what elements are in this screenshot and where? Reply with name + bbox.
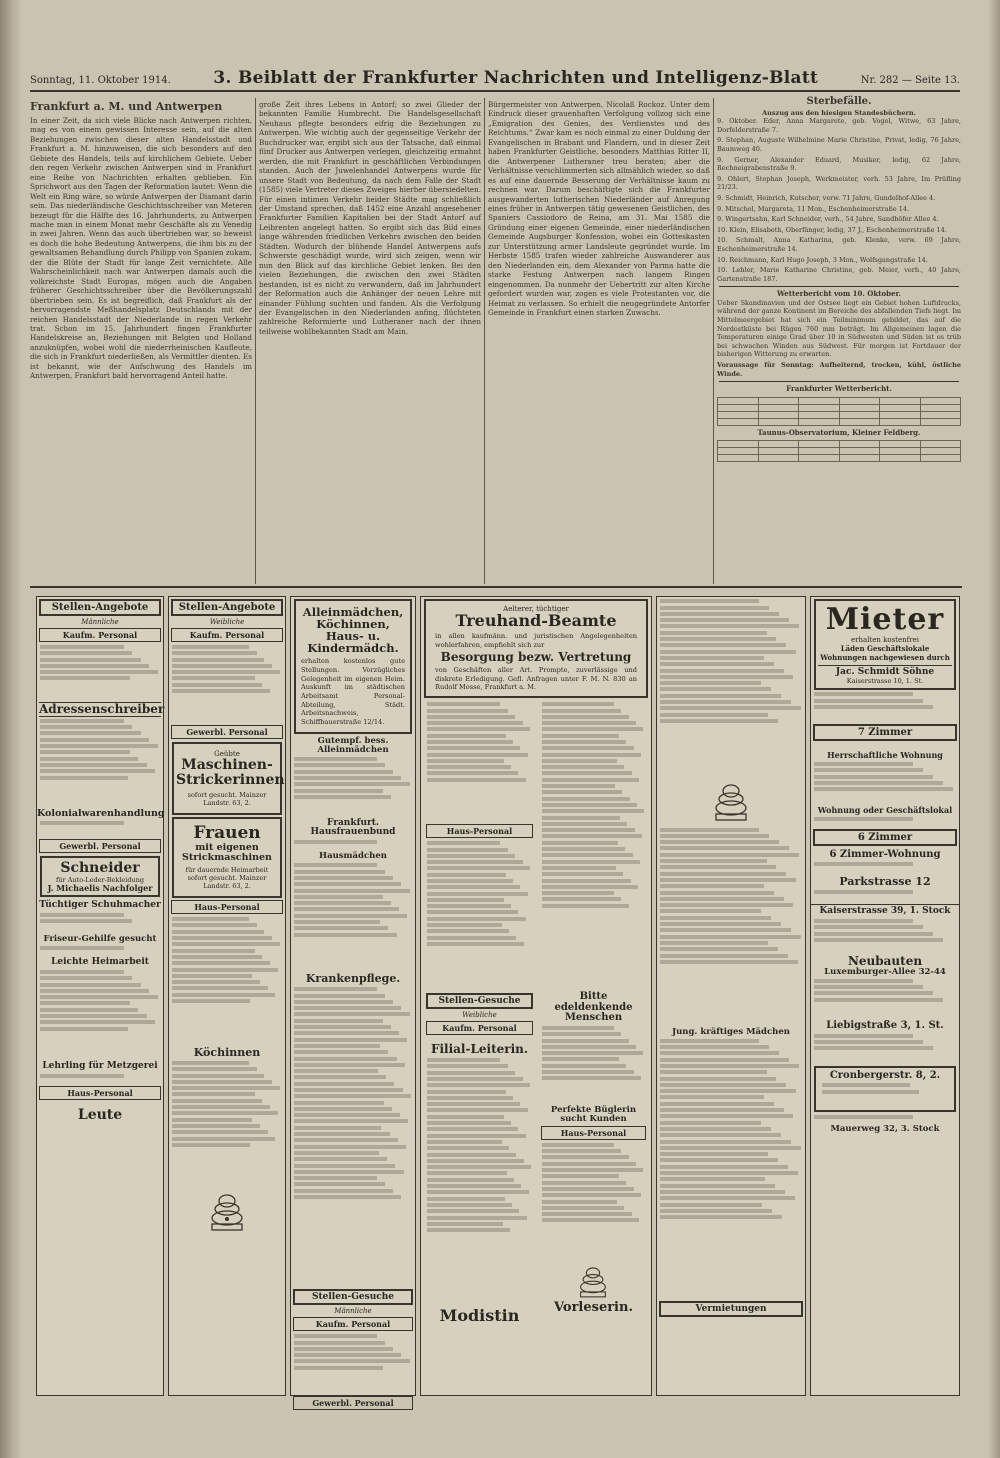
observatory-title: Taunus-Observatorium, Kleiner Feldberg.: [757, 427, 921, 437]
ad-text-lines: [657, 599, 805, 779]
schmidt-soehne: Jac. Schmidt Söhne: [818, 665, 952, 677]
haus-personal-heading: Haus-Personal: [426, 824, 533, 838]
wohnung-geschaeftslokal-ad: Wohnung oder Geschäftslokal: [817, 804, 953, 815]
ad-text-lines: [424, 702, 535, 822]
beehive-icon: [711, 779, 751, 825]
maschinen-subtitle: sofort gesucht. Mainzer Landstr. 63, 2.: [187, 791, 267, 808]
kaufm-personal-heading: Kaufm. Personal: [171, 628, 283, 642]
weather-forecast: Voraussage für Sonntag: Aufheiternd, trocken, kühl, östliche Winde.: [717, 361, 961, 378]
heimarbeit-ad: Leichte Heimarbeit: [51, 957, 149, 968]
perfekte-bueglerin-ad: Perfekte Büglerin sucht Kunden: [550, 1105, 637, 1124]
filial-leiterin-ad: Filial-Leiterin.: [430, 1042, 529, 1057]
page-number: Nr. 282 — Seite 13.: [860, 75, 960, 86]
stellen-angebote-heading: Stellen-Angebote: [39, 599, 161, 616]
adressenschreiber-ad: Adressenschreiber: [39, 702, 165, 716]
ad-text-lines: [37, 913, 163, 935]
book-spine: [0, 0, 22, 1458]
jung-maedchen-ad: Jung. kräftiges Mädchen: [672, 1026, 790, 1037]
death-entry: 10. Schmalt, Anna Katharina, geb. Klenke, verw. 69 Jahre, Eschenheimerstraße 14.: [717, 236, 961, 253]
friseur-ad: Friseur-Gehilfe gesucht: [43, 933, 157, 944]
liebigstrasse-ad: Liebigstraße 3, 1. St.: [826, 1019, 944, 1031]
death-entry: 10. Reichmann, Karl Hugo Joseph, 3 Mon., Wolfsgangstraße 14.: [717, 255, 928, 264]
ads-column-2: [168, 596, 286, 1396]
ads-column-1: [36, 596, 164, 1396]
bitte-edeldenkende-ad: Bitte edeldenkende Menschen: [554, 991, 633, 1024]
schneider-ad: Schneider: [60, 860, 140, 877]
ad-text-lines: [291, 987, 415, 1287]
article-column-2: [259, 100, 481, 582]
ad-text-lines: [424, 841, 535, 991]
issue-date: Sonntag, 11. Oktober 1914.: [30, 75, 171, 86]
ads-column-3: [290, 596, 416, 1409]
article-text: Bürgermeister von Antwerpen, Nicolaß Rockoz. Unter dem Eindruck dieser grauenhaften Verfolgung vollzog sich eine „Emigration des Genies, des Verdienstes und des Reichtums.“ Zwar kam es noch einmal zu einer Duldung der Evangelischen in Brabant und Flandern, und in dieser Zeit haben Frankfurter Geistliche, besonders Matthias Ritter II, die Antwerpener Lutheraner treu beraten; aber die Verhältnisse verschlimmerten sich allmählich wieder, so daß es auf eine dauernde Besserung der Verhältnisse kaum zu rechnen war. Darum beschäftigte sich die Frankfurter ausgewanderten lutherischen Niederländer auf Anregung eines früher in Antwerpen tätig gewesenen Geistlichen, des Spaniers Cassiodoro de Reina, am 31. Mai 1585 die Gründung einer eigenen Gemeinde, einer niederländischen Gemeinde Augsburger Konfession, wobei ein Gotteskasten zur Unterstützung armer Landsleute gegründet wurde. Im Herbste 1585 trafen wieder zahlreiche Auswanderer aus den Niederlanden ein, dem Alexander von Parma hatte die starke Festung Antwerpen nach langem Ringen eingenommen. Da nunmehr der Uebertritt zur alten Kirche gefordert wurden war, zogen es viele Protestanten vor, die Heimat zu verlassen. So erhielt die neugegründete Antorfer Gemeinde in Frankfurt einen starken Zuwachs.: [488, 100, 710, 317]
article-column-3: [488, 100, 710, 582]
ad-text-lines: [37, 970, 163, 1062]
kaiserstrasse-ad: Kaiserstrasse 39, 1. Stock: [811, 904, 959, 916]
maschinen-strickerinnen-ad: Maschinen-Strickerinnen: [176, 757, 285, 788]
death-entry: 9. Schmidt, Heinrich, Kutscher, verw. 71 Jahre, Gundelhof-Allee 4.: [717, 193, 936, 202]
ads-column-4: [420, 596, 652, 1396]
ad-text-lines: [811, 817, 959, 827]
deaths-title: Sterbefälle.: [806, 96, 872, 107]
stellen-gesuche-heading: Stellen-Gesuche: [426, 993, 533, 1009]
ad-text-lines: [811, 762, 959, 806]
gewerbl-personal-heading: Gewerbl. Personal: [293, 1396, 413, 1410]
ad-text-lines: [657, 1039, 805, 1299]
frankfurt-weather-title: Frankfurter Wetterbericht.: [786, 384, 892, 394]
column-rule: [713, 98, 714, 584]
stellen-angebote-heading: Stellen-Angebote: [171, 599, 283, 616]
ad-text-lines: [169, 1061, 285, 1189]
deaths-weather-column: [717, 98, 961, 584]
mieter-ad: Mieter: [825, 602, 945, 637]
treuhand-text: in allen kaufmänn. und juristischen Angelegenheiten wohlerfahren, empfiehlt sich zur: [435, 631, 637, 649]
alleinmaedchen-text: erhalten kostenlos gute Stellungen. Vorzügliches Gelegenheit im eigenen Heim. Auskunft im städtischen Arbeitsamt Personal-Abteilung, Städt. Arbeitsnachweis, Schiffbauerstraße 12/14.: [301, 657, 405, 727]
death-entry: 9. Ohlert, Stephan Joseph, Werkmeister, verh. 53 Jahre, Im Prüfling 21/23.: [717, 174, 961, 192]
section-rule: [30, 586, 962, 588]
mieter-subtitle: erhalten kostenfrei: [851, 635, 919, 644]
kaufm-personal-heading: Kaufm. Personal: [426, 1021, 533, 1035]
ad-text-lines: [291, 863, 415, 973]
lehrling-ad: Lehrling für Metzgerei: [42, 1060, 158, 1071]
article-text: In einer Zeit, da sich viele Blicke nach Antwerpen richten, mag es von einem gewissen Interesse sein, auf die alten Beziehungen zwischen dieser alten Handelsstadt und Frankfurt a. M. hinzuweisen, die sich besonders auf den Gebiete des Handels, teils auf kirchlichem Gebiete. Ueber den regen Verkehr zwischen Antwerpen sind in Frankfurt eine Reihe von Nachrichten erhalten geblieben. Ein Sprichwort aus den Tagen der Reformation lautet: Wenn die Welt ein Ring wäre, so würde Antwerpen der Diamant darin sein. Das niederländische Geschichtsschreiber van Meteren bezeugt für die Hälfte des 16. Jahrhunderts, zu Antwerpen mache man in einem Monat mehr Geschäfte als zu Venedig in zwei Jahren. Wenn das auch übertrieben war, so beweist es doch die hohe Bedeutung Antwerpens, die ihm bis zu der gewaltsamen Behandlung durch Philipp von Spanien zukam, der die Blüte der Stadt für lange Zeit vernichtete. Alle Wahrscheinlichkeit nach war Antwerpen damals auch die volkreichste Stadt Europas, mögen auch die Angaben früherer Geschichtsschreiber über die Bevölkerungszahl übertrieben sein. Es ist begreiflich, daß Frankfurt als der hervorragendste Meßhandelsplatz Deutschlands mit der reichen Handelsstadt der Niederlande in regen Verkehr trat. Schon im 15. Jahrhundert fingen Frankfurter Handelskreise an, Beziehungen mit Belgien und Holland anzuknüpfen, wobei wohl die niederrheinischen Kaufleute, die sich in Frankfurt niederließen, als Vermittler dienten. Es ist bekannt, wie der Aufschwung des Handels im Antwerpen, Frankfurt bald hervorragend Anteil hatte.: [30, 116, 252, 381]
column-rule: [255, 98, 256, 584]
weibliche-heading: Weibliche: [209, 618, 245, 626]
haus-personal-heading: Haus-Personal: [171, 900, 283, 914]
kaufm-personal-heading: Kaufm. Personal: [39, 628, 161, 642]
sechs-zimmer-heading: 6 Zimmer: [813, 829, 957, 846]
death-entry: 9. Gerner, Alexander Eduard, Musiker, ledig, 62 Jahre, Rechneigrabenstraße 9.: [717, 155, 961, 173]
schuhmacher-ad: Tüchtiger Schuhmacher: [39, 900, 161, 911]
ad-text-lines: [811, 692, 959, 722]
ads-column-6: [810, 596, 960, 1396]
sechs-zimmer-wohnung-ad: 6 Zimmer-Wohnung: [829, 848, 941, 860]
ad-text-lines: [424, 1058, 535, 1308]
weather-table: [717, 397, 961, 426]
cronbergerstrasse-ad: Cronbergerstr. 8, 2.: [829, 1069, 941, 1081]
divider: [719, 381, 959, 382]
frauen-details: für dauernde Heimarbeit sofort gesucht. Mainzer Landstr. 63, 2.: [185, 866, 269, 891]
death-entry: 9. Wingertsahn, Karl Schneider, verh., 54 Jahre, Sandhöfer Allee 4.: [717, 215, 939, 224]
sieben-zimmer-heading: 7 Zimmer: [813, 724, 957, 741]
hausmaedchen-ad: Hausmädchen: [319, 851, 387, 862]
ad-text-lines: [37, 645, 163, 700]
schneider-subtitle: für Auto-Leder-Bekleidung: [55, 875, 145, 884]
death-entry: 9. Oktober. Eder, Anna Margarete, geb. Vogel, Witwe, 63 Jahre, Dorfelderstraße 7.: [717, 117, 961, 134]
ad-text-lines: [539, 1143, 648, 1263]
ad-text-lines: [169, 645, 285, 723]
haus-personal-heading: Haus-Personal: [541, 1126, 646, 1140]
frauen-ad: Frauen: [193, 823, 261, 844]
ads-column-5: [656, 596, 806, 1396]
deaths-list: [717, 117, 961, 283]
alleinmaedchen-ad: Alleinmädchen, Köchinnen, Haus- u. Kindermädch.: [302, 605, 404, 656]
ad-text-lines: [811, 862, 959, 876]
maennliche-heading: Männliche: [81, 618, 119, 626]
haus-personal-heading: Haus-Personal: [39, 1086, 161, 1100]
ad-text-lines: [169, 917, 285, 1047]
ad-text-lines: [811, 890, 959, 904]
death-entry: 10. Lehler, Marie Katharine Christine, geb. Meier, verh., 40 Jahre, Gartenstraße 187.: [717, 266, 961, 283]
gewerbl-personal-heading: Gewerbl. Personal: [39, 839, 161, 853]
weather-title: Wetterbericht vom 10. Oktober.: [777, 289, 901, 299]
kaufm-personal-heading: Kaufm. Personal: [293, 1317, 413, 1331]
death-entry: 10. Klein, Elisabeth, Oberfänger, ledig, 37 J., Eschenheimerstraße 14.: [717, 225, 947, 234]
deaths-subtitle: Auszug aus den hiesigen Standesbüchern.: [762, 108, 916, 117]
schmidt-address: Kaiserstrasse 10, 1. St.: [846, 676, 924, 685]
page-header: [30, 68, 960, 92]
kuechinnen-ad: Köchinnen: [193, 1046, 261, 1060]
newspaper-title: 3. Beiblatt der Frankfurter Nachrichten und Intelligenz-Blatt: [213, 68, 819, 88]
vertretung-text: von Geschäften aller Art. Prompte, zuverlässige und diskrete Erledigung. Gefl. Anfragen unter F. M. N. 830 an Rudolf Mosse, Frankfurt a. M.: [435, 665, 637, 692]
ad-text-lines: [291, 1334, 415, 1394]
ad-text-lines: [657, 828, 805, 1028]
weather-text: Ueber Skandinavien und der Ostsee liegt ein Gebiet hohen Luftdrucks, während der ganze Kontinent im Bereiche des abfallenden Tiefs liegt. Im Mittelmeergebiet hat sich ein Teilminimum gebildet, das auf die Nordostküste bei Rügen 760 mm beträgt. Im Allgemeinen lagen die Temperaturen einige Grad über 10 in Südwesten und Süden ist es trüb bei schwachen Winden aus Südwest. Für morgen ist Fortdauer der bisherigen Witterung zu erwarten.: [717, 298, 961, 359]
mieter-details: Läden Geschäftslokale Wohnungen nachgewiesen durch: [820, 643, 950, 662]
article-title: Frankfurt a. M. und Antwerpen: [30, 100, 223, 113]
krankenpflege-ad: Krankenpflege.: [305, 972, 401, 986]
herrschaftliche-wohnung-ad: Herrschaftliche Wohnung: [827, 750, 943, 761]
weibliche-heading: Weibliche: [462, 1011, 497, 1020]
ad-text-lines: [539, 1026, 648, 1106]
gewerbl-personal-heading: Gewerbl. Personal: [171, 725, 283, 739]
maschinen-prefix: Geübte: [214, 750, 240, 758]
treuhand-ad: Treuhand-Beamte: [455, 611, 617, 630]
neubauten-ad: Neubauten: [847, 953, 923, 968]
frauen-subtitle: mit eigenen Strickmaschinen: [182, 842, 272, 864]
beehive-icon: [207, 1189, 247, 1235]
treuhand-prefix: Aelterer, tüchtiger: [503, 605, 569, 613]
death-entry: 9. Mitschel, Margareta, 11 Mon., Eschenheimerstraße 14.: [717, 204, 910, 213]
ad-text-lines: [811, 979, 959, 1021]
mauerweg-ad: Mauerweg 32, 3. Stock: [830, 1123, 940, 1134]
column-rule: [484, 98, 485, 584]
ad-text-lines: [811, 919, 959, 955]
death-entry: 9. Stephan, Auguste Wilhelmine Marie Christine, Privat, ledig, 76 Jahre, Baumweg 40.: [717, 136, 961, 153]
article-column-1: [30, 100, 252, 582]
vermietungen-heading: Vermietungen: [659, 1301, 803, 1317]
ad-text-lines: [37, 719, 163, 809]
ad-text-lines: [819, 1083, 951, 1107]
divider: [719, 286, 959, 287]
ad-text-lines: [37, 821, 163, 837]
observatory-table: [717, 440, 961, 462]
vertretung-ad: Besorgung bezw. Vertretung: [440, 650, 632, 665]
maennliche-heading: Männliche: [334, 1307, 372, 1316]
luxemburger-allee-ad: Luxemburger-Allee 32-44: [824, 966, 946, 977]
ad-text-lines: [291, 757, 415, 819]
parkstrasse-ad: Parkstrasse 12: [839, 875, 931, 889]
kolonialwaren-ad: Kolonialwarenhandlung: [37, 807, 165, 819]
hausfrauenbund-ad: Frankfurt. Hausfrauenbund: [310, 818, 396, 838]
page-edge: [988, 0, 1000, 1458]
nachfolger-ad: J. Michaelis Nachfolger: [47, 882, 153, 893]
beehive-icon: [576, 1263, 610, 1301]
vorleserin-ad: Vorleserin.: [554, 1299, 633, 1315]
ad-text-lines: [811, 1034, 959, 1064]
modistin-ad: Modistin: [439, 1306, 520, 1326]
stellen-gesuche-heading: Stellen-Gesuche: [293, 1289, 413, 1305]
ad-text-lines: [37, 1074, 163, 1084]
ad-text-lines: [539, 702, 648, 992]
leute-ad: Leute: [77, 1106, 123, 1123]
besseres-alleinmaedchen-ad: Gutempf. bess. Alleinmädchen: [317, 735, 389, 755]
article-text: große Zeit ihres Lebens in Antorf; so zwei Glieder der bekannten Familie Humbrecht. Die Handelsgesellschaft Neuhaus pflegte besonders eifrig die Beziehungen zu Antwerpen. Wie wichtig auch der gegenseitige Verkehr der Buchdrucker war, ergibt sich aus der Tatsache, daß einmal fünf Drucker aus Antwerpen verlegen, gleichzeitig ermahnt werden, die mit Frankfurt in geschäftlichen Verbindungen standen. Auch der Juwelenhandel Antwerpens wurde für unsere Stadt von Bedeutung, da nach dem Falle der Stadt (1585) viele Vertreter dieses Zweiges hierher übersiedelten. Für einen intimen Verkehr beider Städte mag schließlich der Umstand sprechen, daß 1452 eine Anzahl angesehener Frankfurter Familien Kapitalien bei der Stadt Antorf auf Leibrenten angelegt hatten. So ergibt sich das Bild eines lange währenden friedlichen Verkehrs zwischen den beiden Städten. Wodurch der blühende Handel Antwerpens aufs Schwerste geschädigt wurde, wird sich zeigen, wenn wir nun den Blick auf das kirchliche Gebiet lenken. Bei den vielen Beziehungen, die zwischen den zwei Städten bestanden, ist es nicht zu verwundern, daß im Jahrhundert der Reformation auch die Anhänger der neuen Lehre mit einander Fühlung suchten und fanden. Als die Verfolgung der Evangelischen in den Niederlanden anfing, flüchteten zahlreiche Reformierte und Lutheraner nach der ihnen teilweise wohlbekannten Stadt am Main.: [259, 100, 481, 336]
